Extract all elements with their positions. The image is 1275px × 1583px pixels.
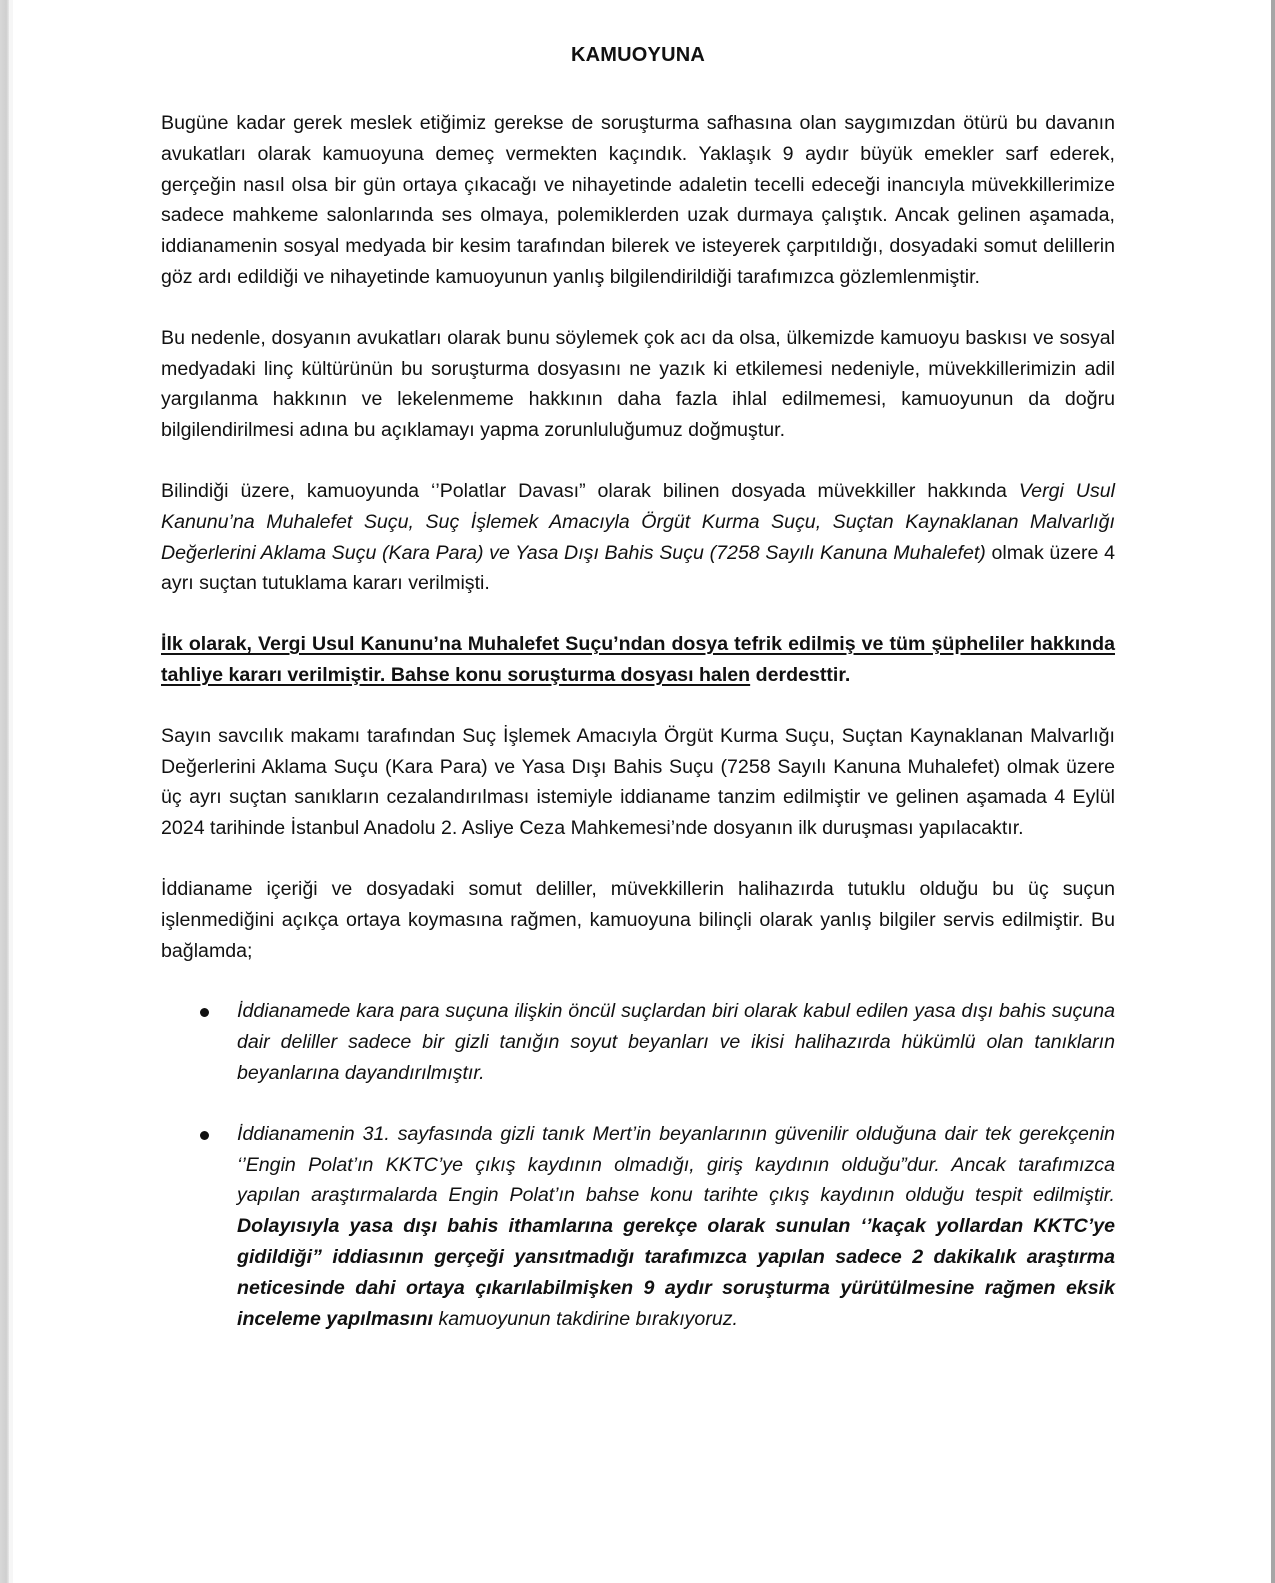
- bullet-witness-tail: kamuoyunun takdirine bırakıyoruz.: [433, 1307, 738, 1330]
- paragraph-misinformation: İddianame içeriği ve dosyadaki somut deliller, müvekkillerin halihazırda tutuklu olduğu bu üç suçun işlenmediğini açıkça ortaya koymasına rağmen, kamuoyuna bilinçli olarak yanlış bilgiler servis edilmiştir. Bu bağlamda;: [161, 877, 1115, 962]
- bullet-text: [237, 1119, 1115, 1335]
- charges-list: Vergi Usul Kanunu’na Muhalefet Suçu, Suç İşlemek Amacıyla Örgüt Kurma Suçu, Suçtan Kaynaklanan Malvarlığı Değerlerini Aklama Suçu (Kara Para) ve Yasa Dışı Bahis Suçu (7258 Sayılı Kanuna Muhalefet): [161, 479, 1115, 564]
- paragraph-charges: [161, 476, 1115, 599]
- bullet-icon: [200, 1008, 209, 1017]
- document-page: [161, 40, 1115, 1364]
- document-title: KAMUOYUNA: [570, 44, 706, 66]
- release-notice-tail: derdesttir.: [750, 663, 851, 686]
- bullet-item-witness: [161, 1119, 1115, 1335]
- bullet-witness-text: İddianamenin 31. sayfasında gizli tanık Mert’in beyanlarının güvenilir olduğuna dair tek gerekçenin ‘’Engin Polat’ın KKTC’ye çıkış kaydının olmadığı, giriş kaydının olduğu”dur. Ancak tarafımızca yapılan araştırmalarda Engin Polat’ın bahse konu tarihte çıkış kaydının olduğu tespit edilmiştir.: [237, 1122, 1115, 1207]
- paragraph-release-notice: [161, 629, 1115, 691]
- charges-lead: Bilindiği üzere, kamuoyunda ‘’Polatlar Davası” olarak bilinen dosyada müvekkiller hakkında: [161, 479, 1019, 502]
- bullet-list: [161, 996, 1115, 1334]
- bullet-evidence-text: İddianamede kara para suçuna ilişkin öncül suçlardan biri olarak kabul edilen yasa dışı bahis suçuna dair deliller sadece bir gizli tanığın soyut beyanları ve ikisi halihazırda hükümlü olan tanıkların beyanlarına dayandırılmıştır.: [237, 1000, 1115, 1084]
- page-edge-left-highlight: [9, 0, 13, 1583]
- release-notice-underlined: İlk olarak, Vergi Usul Kanunu’na Muhalefet Suçu’ndan dosya tefrik edilmiş ve tüm şüpheliler hakkında tahliye kararı verilmiştir. Bahse konu soruşturma dosyası halen: [161, 633, 1115, 686]
- charges-tail: olmak üzere 4 ayrı suçtan tutuklama kararı verilmişti.: [161, 541, 1115, 595]
- paragraph-reason: Bu nedenle, dosyanın avukatları olarak bunu söylemek çok acı da olsa, ülkemizde kamuoyu baskısı ve sosyal medyadaki linç kültürünün bu soruşturma dosyasını ne yazık ki etkilemesi nedeniyle, müvekkillerimizin adil yargılanma hakkının ve lekelenmeme hakkının daha fazla ihlal edilmemesi, kamuoyunun da doğru bilgilendirilmesi adına bu açıklamayı yapma zorunluluğumuz doğmuştur.: [161, 326, 1115, 442]
- bullet-text: [237, 996, 1115, 1088]
- bullet-witness-emphasis: Dolayısıyla yasa dışı bahis ithamlarına gerekçe olarak sunulan ‘’kaçak yollardan KKTC’ye gidildiği” iddiasının gerçeği yansıtmadığı tarafımızca yapılan sadece 2 dakikalık araştırma neticesinde dahi ortaya çıkarılabilmişken 9 aydır soruşturma yürütülmesine rağmen eksik inceleme yapılmasını: [237, 1215, 1115, 1330]
- paragraph-indictment: Sayın savcılık makamı tarafından Suç İşlemek Amacıyla Örgüt Kurma Suçu, Suçtan Kaynaklanan Malvarlığı Değerlerini Aklama Suçu (Kara Para) ve Yasa Dışı Bahis Suçu (7258 Sayılı Kanuna Muhalefet) olmak üzere üç ayrı suçtan sanıkların cezalandırılması istemiyle iddianame tanzim edilmiştir ve gelinen aşamada 4 Eylül 2024 tarihinde İstanbul Anadolu 2. Asliye Ceza Mahkemesi’nde dosyanın ilk duruşması yapılacaktır.: [161, 724, 1115, 840]
- page-edge-right: [1271, 0, 1275, 1583]
- bullet-icon: [200, 1131, 209, 1140]
- paragraph-intro: Bugüne kadar gerek meslek etiğimiz gerekse de soruşturma safhasına olan saygımızdan ötürü bu davanın avukatları olarak kamuoyuna demeç vermekten kaçındık. Yaklaşık 9 aydır büyük emekler sarf ederek, gerçeğin nasıl olsa bir gün ortaya çıkacağı ve nihayetinde adaletin tecelli edeceği inancıyla müvekkillerimize sadece mahkeme salonlarında ses olmaya, polemiklerden uzak durmaya çalıştık. Ancak gelinen aşamada, iddianamenin sosyal medyada bir kesim tarafından bilerek ve isteyerek çarpıtıldığı, dosyadaki somut delillerin göz ardı edildiği ve nihayetinde kamuoyunun yanlış bilgilendirildiği tarafımızca gözlemlenmiştir.: [161, 112, 1115, 288]
- bullet-item-evidence: [161, 996, 1115, 1088]
- page-edge-left: [0, 0, 9, 1583]
